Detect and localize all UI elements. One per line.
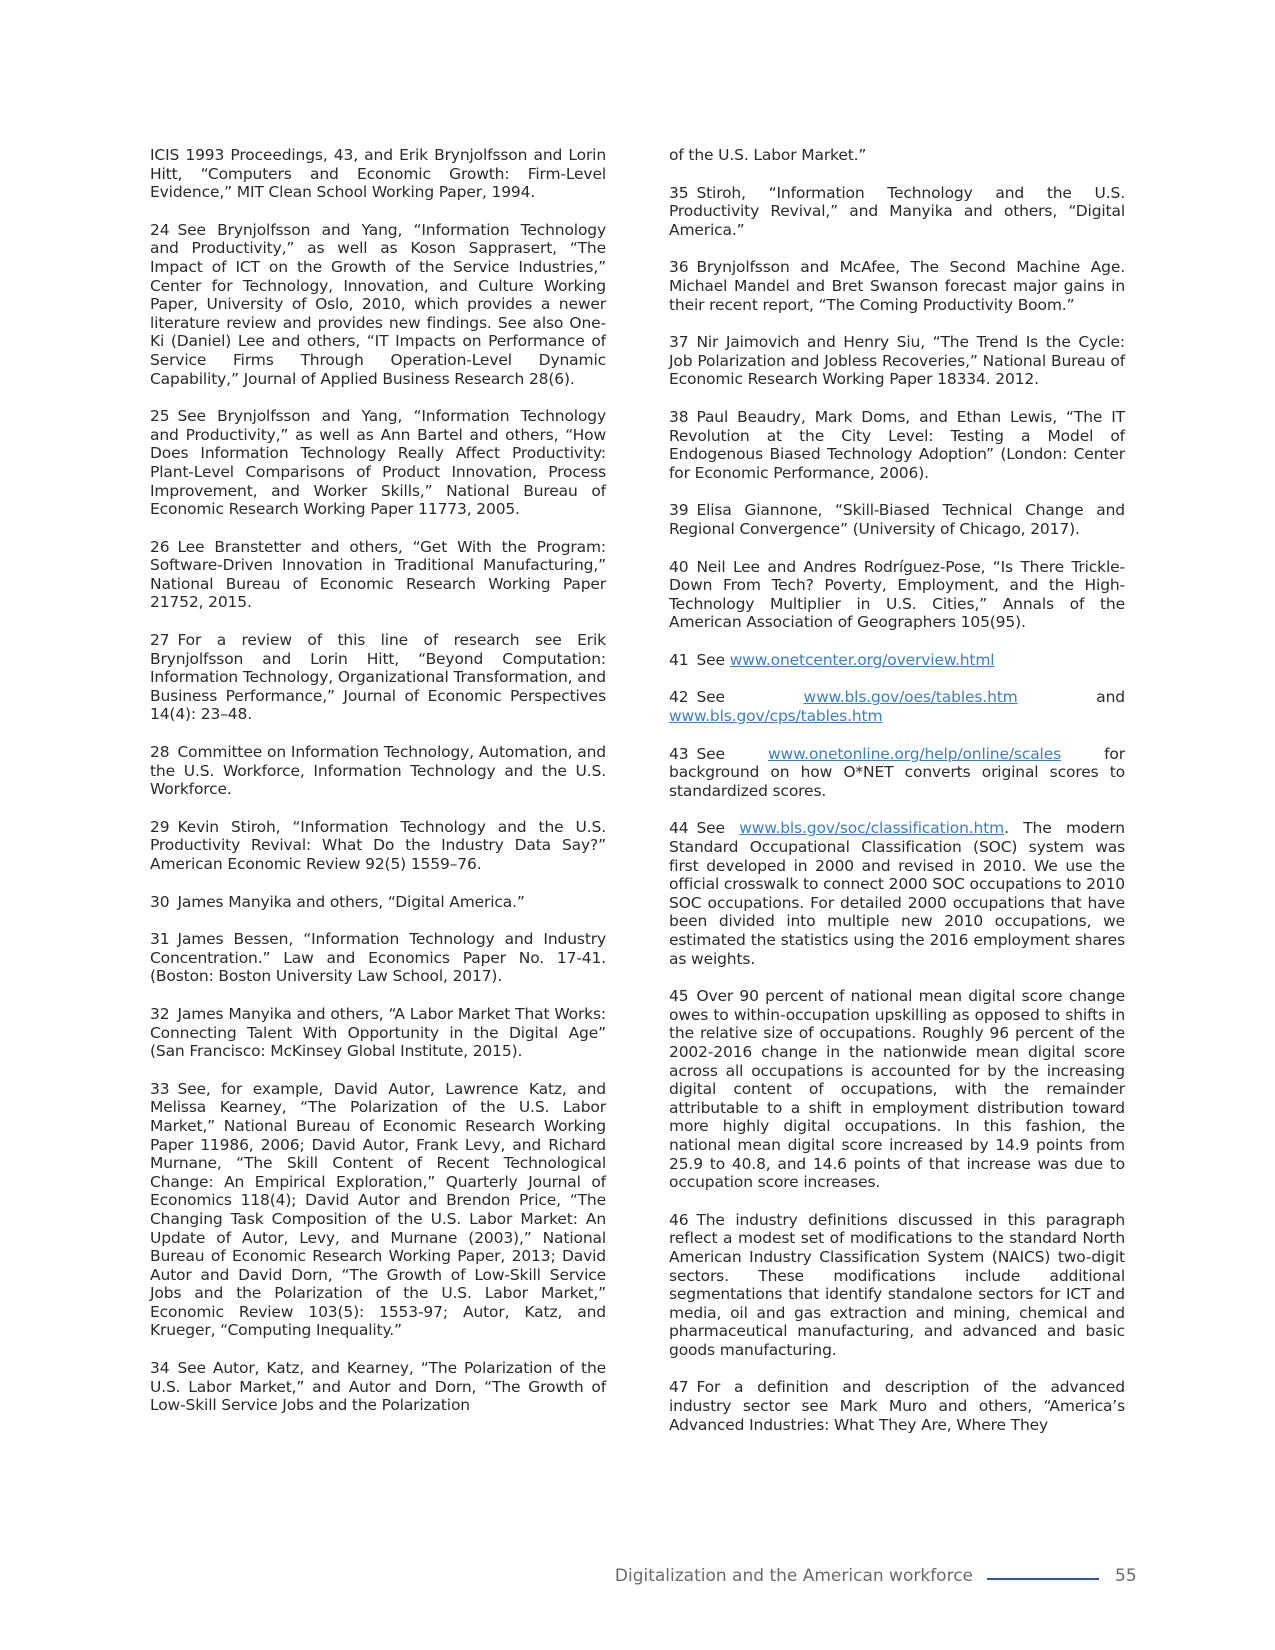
endnote-number: 35 [669, 183, 689, 202]
endnote-number: 46 [669, 1210, 689, 1229]
endnote-number: 27 [150, 631, 170, 650]
endnote-41 [669, 651, 1125, 670]
endnote-text: For a review of this line of research see Erik Brynjolfsson and Lorin Hitt, “Beyond Computation: Information Technology, Organizational Transformation, and Business Performance,” Journal of Economic Perspectives 14(4): 23–48. [150, 631, 606, 724]
endnote-number: 40 [669, 557, 689, 576]
endnote-text: ICIS 1993 Proceedings, 43, and Erik Brynjolfsson and Lorin Hitt, “Computers and Economic Growth: Firm-Level Evidence,” MIT Clean School Working Paper, 1994. [150, 146, 606, 202]
endnote-text: Neil Lee and Andres Rodríguez-Pose, “Is There Trickle-Down From Tech? Poverty, Employment, and the High-Technology Multiplier in U.S. Cities,” Annals of the American Association of Geographers 105(95). [669, 557, 1125, 632]
endnote-number: 32 [150, 1004, 170, 1023]
endnote-47 [669, 1378, 1125, 1434]
endnote-text: Kevin Stiroh, “Information Technology and the U.S. Productivity Revival: What Do the Industry Data Say?” American Economic Review 92(5) 1559–76. [150, 817, 606, 873]
endnote-number: 29 [150, 817, 170, 836]
endnote-text: Brynjolfsson and McAfee, The Second Machine Age. Michael Mandel and Bret Swanson forecast major gains in their recent report, “The Coming Productivity Boom.” [669, 258, 1125, 314]
endnote-43 [669, 745, 1125, 801]
endnote-text: and [1017, 688, 1125, 707]
endnote-33 [150, 1080, 606, 1340]
endnote-text: Lee Branstetter and others, “Get With the Program: Software-Driven Innovation in Traditional Manufacturing,” National Bureau of Economic Research Working Paper 21752, 2015. [150, 537, 606, 612]
endnote-number: 44 [669, 819, 689, 838]
endnote-number: 33 [150, 1079, 170, 1098]
endnotes-left-column [150, 146, 606, 1434]
endnote-continued [150, 146, 606, 202]
endnote-text: See [696, 688, 804, 707]
endnote-text: See, for example, David Autor, Lawrence Katz, and Melissa Kearney, “The Polarization of the U.S. Labor Market,” National Bureau of Economic Research Working Paper 11986, 2006; David Autor, Frank Levy, and Richard Murnane, “The Skill Content of Recent Technological Change: An Empirical Exploration,” Quarterly Journal of Economics 118(4); David Autor and Brendon Price, “The Changing Task Composition of the U.S. Labor Market: An Update of Autor, Levy, and Murnane (2003),” National Bureau of Economic Research Working Paper, 2013; David Autor and David Dorn, “The Growth of Low-Skill Service Jobs and the Polarization of the U.S. Labor Market,” Economic Review 103(5): 1553-97; Autor, Katz, and Krueger, “Computing Inequality.” [150, 1079, 606, 1340]
endnote-text: See [696, 650, 730, 669]
endnote-text: See Brynjolfsson and Yang, “Information Technology and Productivity,” as well as Koson Sapprasert, “The Impact of ICT on the Growth of the Service Industries,” Center for Technology, Innovation, and Culture Working Paper, University of Oslo, 2010, which provides a newer literature review and provides new findings. See also One-Ki (Daniel) Lee and others, “IT Impacts on Performance of Service Firms Through Operation-Level Dynamic Capability,” Journal of Applied Business Research 28(6). [150, 220, 606, 388]
bls-soc-classification-link[interactable]: www.bls.gov/soc/classification.htm [739, 819, 1005, 838]
onetonline-scales-link[interactable]: www.onetonline.org/help/online/scales [768, 744, 1062, 763]
footer-rule [987, 1578, 1099, 1580]
endnote-34 [150, 1359, 606, 1415]
bls-oes-tables-link[interactable]: www.bls.gov/oes/tables.htm [803, 688, 1018, 707]
endnote-text: See Autor, Katz, and Kearney, “The Polarization of the U.S. Labor Market,” and Autor and Dorn, “The Growth of Low-Skill Service Jobs and the Polarization [150, 1359, 606, 1415]
endnote-27 [150, 631, 606, 724]
endnote-text: Committee on Information Technology, Automation, and the U.S. Workforce, Information Technology and the U.S. Workforce. [150, 743, 606, 799]
endnote-text: Over 90 percent of national mean digital score change owes to within-occupation upskilling as opposed to shifts in the relative size of occupations. Roughly 96 percent of the 2002-2016 change in the nationwide mean digital score across all occupations is accounted for by the increasing digital content of occupations, with the remainder attributable to a shift in employment distribution toward more highly digital occupations. In this fashion, the national mean digital score increased by 14.9 points from 25.9 to 40.8, and 14.6 points of that increase was due to occupation score increases. [669, 987, 1125, 1192]
endnote-number: 38 [669, 407, 689, 426]
endnote-number: 47 [669, 1378, 689, 1397]
endnote-29 [150, 818, 606, 874]
endnote-number: 30 [150, 892, 170, 911]
endnote-number: 31 [150, 930, 170, 949]
endnote-text: Stiroh, “Information Technology and the U.S. Productivity Revival,” and Manyika and others, “Digital America.” [669, 183, 1125, 239]
endnote-36 [669, 258, 1125, 314]
page-footer [0, 1566, 1275, 1590]
endnote-text: James Bessen, “Information Technology and Industry Concentration.” Law and Economics Paper No. 17-41. (Boston: Boston University Law School, 2017). [150, 930, 606, 986]
endnote-28 [150, 743, 606, 799]
endnote-32 [150, 1005, 606, 1061]
endnote-number: 43 [669, 744, 689, 763]
endnote-number: 24 [150, 220, 170, 239]
endnote-text: James Manyika and others, “Digital America.” [177, 892, 525, 911]
onetcenter-overview-link[interactable]: www.onetcenter.org/overview.html [729, 650, 995, 669]
endnote-number: 25 [150, 407, 170, 426]
endnote-number: 42 [669, 688, 689, 707]
endnote-45 [669, 987, 1125, 1192]
endnote-number: 39 [669, 501, 689, 520]
endnote-30 [150, 893, 606, 912]
page-number: 55 [1115, 1566, 1137, 1586]
endnote-text: Nir Jaimovich and Henry Siu, “The Trend Is the Cycle: Job Polarization and Jobless Recoveries,” National Bureau of Economic Research Working Paper 18334. 2012. [669, 333, 1125, 389]
endnote-40 [669, 558, 1125, 632]
endnote-number: 28 [150, 743, 170, 762]
endnote-37 [669, 333, 1125, 389]
endnote-text: of the U.S. Labor Market.” [669, 146, 867, 164]
endnote-text: See [696, 744, 769, 763]
endnote-44 [669, 819, 1125, 968]
endnote-25 [150, 407, 606, 519]
endnote-31 [150, 930, 606, 986]
endnote-42 [669, 688, 1125, 725]
endnote-number: 45 [669, 987, 689, 1006]
endnote-number: 37 [669, 333, 689, 352]
endnote-continued [669, 146, 1125, 165]
endnote-text: The industry definitions discussed in this paragraph reflect a modest set of modifications to the standard North American Industry Classification System (NAICS) two-digit sectors. These modifications include additional segmentations that identify standalone sectors for ICT and media, oil and gas extraction and mining, chemical and pharmaceutical manufacturing, and advanced and basic goods manufacturing. [669, 1210, 1125, 1359]
endnote-number: 41 [669, 650, 689, 669]
endnote-number: 34 [150, 1359, 170, 1378]
footer-title: Digitalization and the American workforce [614, 1566, 973, 1586]
endnote-text: Paul Beaudry, Mark Doms, and Ethan Lewis, “The IT Revolution at the City Level: Testing a Model of Endogenous Biased Technology Adoption” (London: Center for Economic Performance, 2006). [669, 407, 1125, 482]
endnote-number: 26 [150, 537, 170, 556]
endnote-text: James Manyika and others, “A Labor Market That Works: Connecting Talent With Opportunity in the Digital Age” (San Francisco: McKinsey Global Institute, 2015). [150, 1004, 606, 1061]
bls-cps-tables-link[interactable]: www.bls.gov/cps/tables.htm [669, 707, 883, 726]
endnote-26 [150, 538, 606, 612]
endnote-text: See [696, 819, 740, 838]
endnote-24 [150, 221, 606, 388]
endnote-text: Elisa Giannone, “Skill-Biased Technical Change and Regional Convergence” (University of Chicago, 2017). [669, 501, 1125, 538]
endnote-text: . The modern Standard Occupational Classification (SOC) system was first developed in 2000 and revised in 2010. We use the official crosswalk to connect 2000 SOC occupations to 2010 SOC occupations. For detailed 2000 occupations that have been divided into multiple new 2010 occupations, we estimated the statistics using the 2016 employment shares as weights. [669, 819, 1125, 968]
endnote-35 [669, 184, 1125, 240]
endnote-38 [669, 408, 1125, 482]
endnote-text: For a definition and description of the advanced industry sector see Mark Muro and others, “America’s Advanced Industries: What They Are, Where They [669, 1378, 1125, 1434]
endnote-39 [669, 501, 1125, 538]
endnote-number: 36 [669, 258, 689, 277]
endnote-46 [669, 1211, 1125, 1360]
endnote-text: See Brynjolfsson and Yang, “Information Technology and Productivity,” as well as Ann Bartel and others, “How Does Information Technology Really Affect Productivity: Plant-Level Comparisons of Product Innovation, Process Improvement, and Worker Skills,” National Bureau of Economic Research Working Paper 11773, 2005. [150, 407, 606, 519]
endnote-text: for background on how O*NET converts original scores to standardized scores. [669, 744, 1125, 800]
endnotes-right-column [669, 146, 1125, 1453]
